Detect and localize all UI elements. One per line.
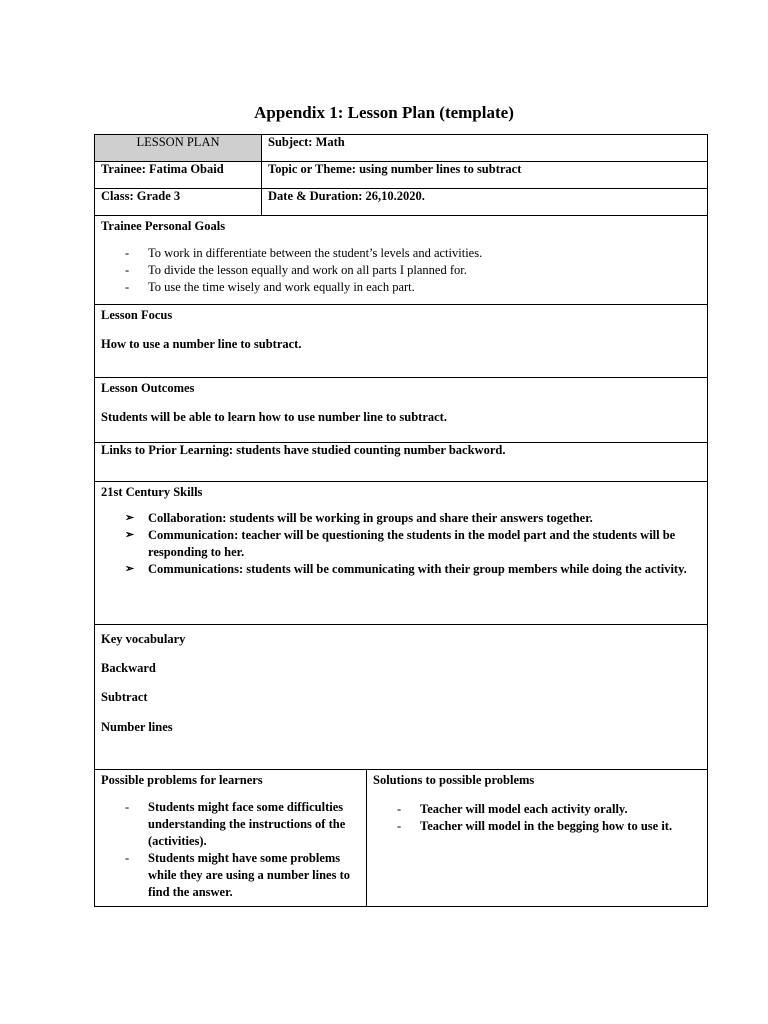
skills-row (95, 482, 708, 625)
focus-section (95, 305, 708, 378)
goals-heading: Trainee Personal Goals (101, 219, 226, 233)
lesson-plan-label: LESSON PLAN (95, 135, 262, 162)
list-item: - Students might have some problems while they are using a number lines to find the answer. (101, 850, 360, 901)
arrow-bullet-icon: ➢ (125, 563, 135, 575)
list-item (101, 561, 701, 578)
outcomes-text: Students will be able to learn how to use number line to subtract. (101, 410, 447, 424)
header-row-2 (95, 162, 708, 189)
header-row-1 (95, 135, 708, 162)
list-item: - To work in differentiate between the student’s levels and activities. (101, 245, 701, 262)
list-item (101, 510, 701, 527)
date-cell: Date & Duration: 26,10.2020. (262, 189, 708, 216)
arrow-bullet-icon: ➢ (125, 529, 135, 541)
problems-row (95, 770, 708, 907)
outcomes-heading: Lesson Outcomes (101, 381, 195, 395)
skills-section (95, 482, 708, 625)
solutions-list (373, 801, 701, 835)
problems-heading: Possible problems for learners (101, 773, 263, 787)
solutions-section (367, 770, 708, 907)
focus-text: How to use a number line to subtract. (101, 337, 302, 351)
outcomes-section (95, 378, 708, 443)
prior-learning: Links to Prior Learning: students have studied counting number backword. (95, 443, 708, 482)
problems-list (101, 799, 360, 901)
topic-cell: Topic or Theme: using number lines to subtract (262, 162, 708, 189)
vocab-word: Number lines (101, 720, 173, 734)
skill-text: Communications: students will be communicating with their group members while doing the activity. (148, 562, 687, 576)
list-item: - Students might face some difficulties understanding the instructions of the (activities). (101, 799, 360, 850)
solutions-heading: Solutions to possible problems (373, 773, 535, 787)
list-item: - Teacher will model each activity orally. (373, 801, 701, 818)
lesson-plan-table (94, 134, 708, 907)
list-item (101, 527, 701, 561)
subject-cell: Subject: Math (262, 135, 708, 162)
list-item: - To use the time wisely and work equally in each part. (101, 279, 701, 296)
vocab-word: Backward (101, 661, 156, 675)
vocabulary-section (95, 625, 708, 770)
skill-text: Collaboration: students will be working in groups and share their answers together. (148, 511, 593, 525)
goals-list (101, 245, 701, 296)
skill-text: Communication: teacher will be questioning the students in the model part and the students will be responding to her. (148, 528, 676, 559)
problems-section (95, 770, 367, 907)
skills-list (101, 510, 701, 578)
class-cell: Class: Grade 3 (95, 189, 262, 216)
list-item: - To divide the lesson equally and work on all parts I planned for. (101, 262, 701, 279)
vocabulary-row (95, 625, 708, 770)
prior-row (95, 443, 708, 482)
goals-section (95, 216, 708, 305)
vocab-word: Subtract (101, 690, 148, 704)
trainee-cell: Trainee: Fatima Obaid (95, 162, 262, 189)
document-title: Appendix 1: Lesson Plan (template) (254, 103, 514, 122)
goals-row (95, 216, 708, 305)
outcomes-row (95, 378, 708, 443)
arrow-bullet-icon: ➢ (125, 512, 135, 524)
vocabulary-heading: Key vocabulary (101, 632, 186, 646)
focus-heading: Lesson Focus (101, 308, 173, 322)
header-row-3 (95, 189, 708, 216)
focus-row (95, 305, 708, 378)
skills-heading: 21st Century Skills (101, 485, 203, 499)
list-item: - Teacher will model in the begging how to use it. (373, 818, 701, 835)
